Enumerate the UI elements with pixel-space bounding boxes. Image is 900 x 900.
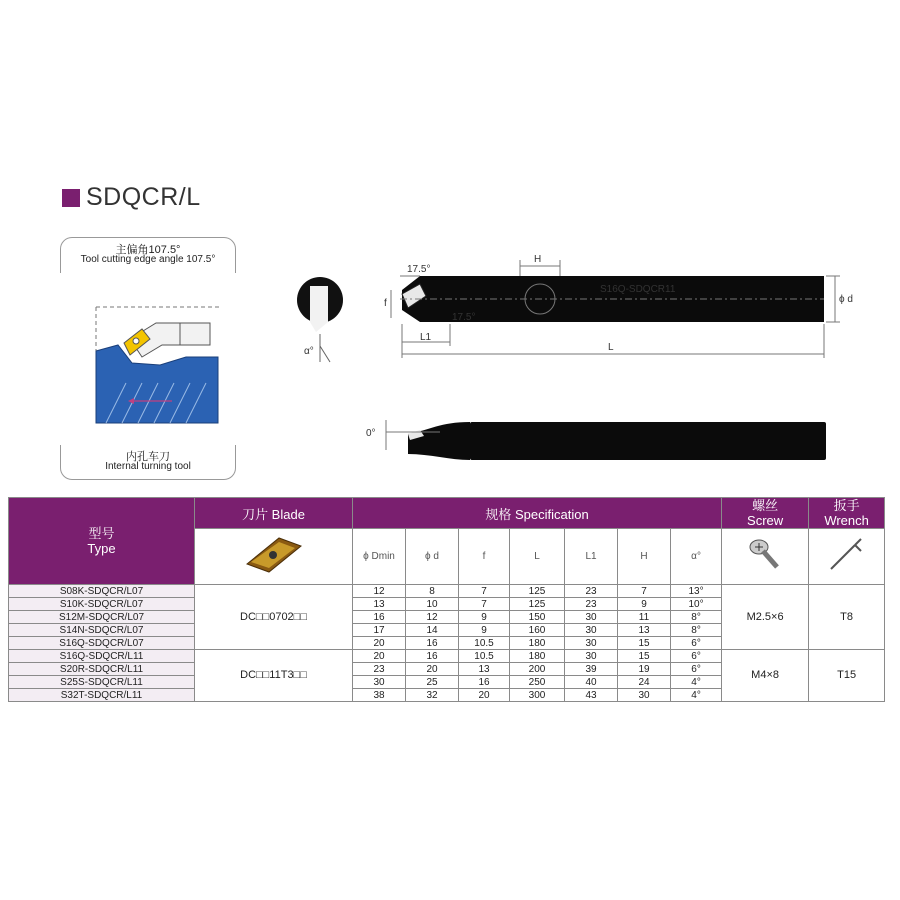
col-d: ϕ d	[406, 529, 459, 585]
table-row: S25S-SDQCR/L11 30 25 16 250 40 24 4°	[9, 676, 885, 689]
table-row: S08K-SDQCR/L07 DC□□0702□□ 12 8 7 125 23 7 13° M2.5×6 T8	[9, 585, 885, 598]
internal-turning-zh: 内孔车刀	[126, 451, 170, 463]
tool-technical-drawing	[290, 250, 853, 480]
wrench-icon	[825, 535, 869, 575]
blade-group1: DC□□0702□□	[195, 585, 353, 650]
col-l: L	[510, 529, 565, 585]
table-row: S14N-SDQCR/L07 17 14 9 160 30 13 8°	[9, 624, 885, 637]
wrench-header-zh: 扳手	[833, 498, 860, 513]
wrench-group2: T15	[809, 650, 885, 702]
col-l1: L1	[565, 529, 618, 585]
l1-label: L1	[420, 332, 432, 343]
l-label: L	[608, 342, 614, 353]
blade-group2: DC□□11T3□□	[195, 650, 353, 702]
screw-header-en: Screw	[747, 513, 784, 528]
insert-blade-icon	[239, 534, 309, 576]
table-row: S32T-SDQCR/L11 38 32 20 300 43 30 4°	[9, 689, 885, 702]
table-row: S16Q-SDQCR/L11 DC□□11T3□□ 20 16 10.5 180 30 15 6° M4×8 T15	[9, 650, 885, 663]
blade-header: 刀片 Blade	[195, 498, 353, 529]
col-alpha: α°	[671, 529, 722, 585]
product-heading	[62, 183, 201, 212]
col-f: f	[459, 529, 510, 585]
cutting-angle-card	[60, 237, 236, 480]
specification-table	[8, 497, 885, 702]
table-row: S16Q-SDQCR/L07 20 16 10.5 180 30 15 6°	[9, 637, 885, 650]
table-row: S10K-SDQCR/L07 13 10 7 125 23 9 10°	[9, 598, 885, 611]
internal-turning-en: Internal turning tool	[105, 461, 191, 472]
spec-header: 规格 Specification	[353, 498, 722, 529]
bar-marking: S16Q-SDQCR11	[600, 284, 676, 295]
screw-icon	[745, 535, 785, 575]
f-label: f	[384, 298, 387, 309]
product-title: SDQCR/L	[86, 183, 201, 211]
screw-group2: M4×8	[722, 650, 809, 702]
diameter-label: ϕ d	[839, 294, 853, 305]
alpha-label: α°	[304, 346, 314, 357]
table-row: S12M-SDQCR/L07 16 12 9 150 30 11 8°	[9, 611, 885, 624]
zero-angle-label: 0°	[366, 428, 376, 439]
col-h: H	[618, 529, 671, 585]
type-header-zh: 型号	[88, 526, 115, 541]
heading-square-icon	[62, 189, 80, 207]
internal-turning-illustration	[60, 273, 236, 445]
cutting-angle-zh: 主偏角107.5°	[115, 244, 181, 256]
cutting-angle-en: Tool cutting edge angle 107.5°	[80, 254, 216, 265]
col-dmin: ϕ Dmin	[353, 529, 406, 585]
table-row: S20R-SDQCR/L11 23 20 13 200 39 19 6°	[9, 663, 885, 676]
screw-group1: M2.5×6	[722, 585, 809, 650]
angle-bottom-label: 17.5°	[452, 312, 476, 323]
wrench-header-en: Wrench	[824, 513, 869, 528]
angle-top-label: 17.5°	[407, 264, 431, 275]
wrench-group1: T8	[809, 585, 885, 650]
h-label: H	[534, 254, 542, 265]
type-header-en: Type	[87, 541, 116, 556]
screw-header-zh: 螺丝	[752, 498, 779, 513]
